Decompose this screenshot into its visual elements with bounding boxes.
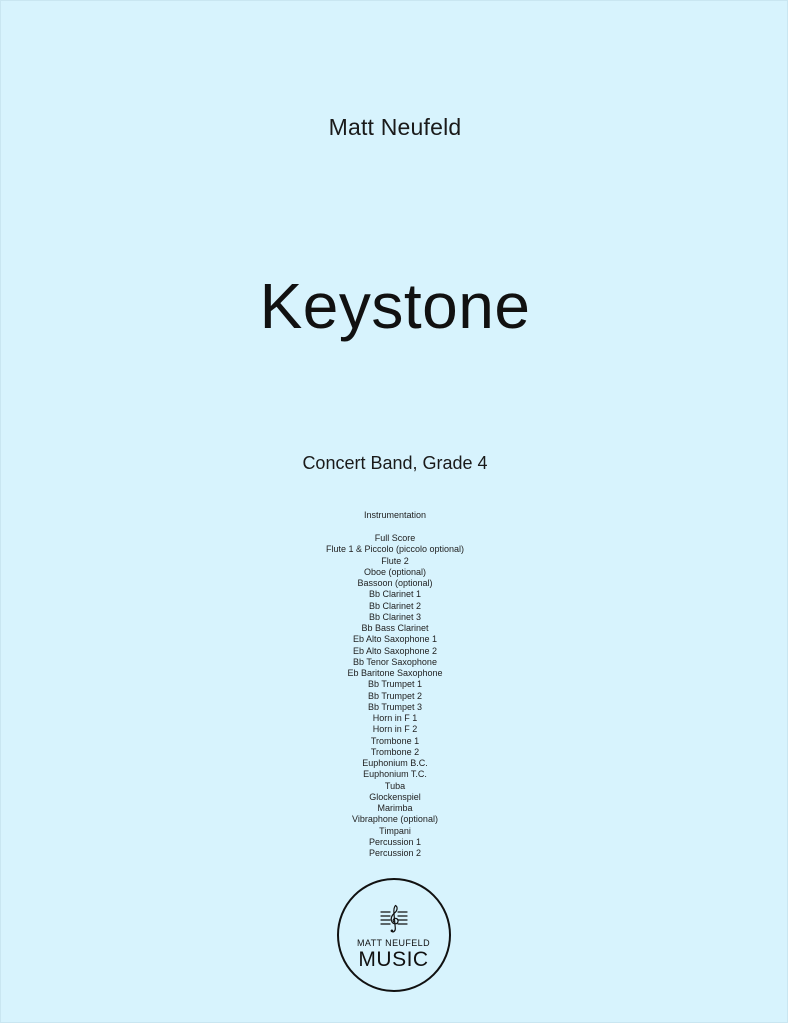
instrument-item: Eb Alto Saxophone 2 bbox=[352, 645, 438, 656]
instrument-item: Horn in F 1 bbox=[372, 713, 418, 723]
instrument-item: Oboe (optional) bbox=[363, 566, 427, 577]
instrument-item: Trombone 2 bbox=[370, 746, 420, 757]
instrument-item: Eb Alto Saxophone 1 bbox=[352, 634, 438, 645]
instrument-item: Bb Bass Clarinet bbox=[361, 623, 429, 633]
ensemble-grade: Concert Band, Grade 4 bbox=[302, 453, 488, 473]
instrument-item: Glockenspiel bbox=[369, 791, 421, 802]
instrument-item: Bassoon (optional) bbox=[357, 578, 433, 588]
instrument-item: Bb Trumpet 1 bbox=[367, 679, 423, 690]
instrument-item: Timpani bbox=[379, 825, 411, 836]
instrument-item: Full Score bbox=[374, 533, 416, 543]
logo-text-bottom: MUSIC bbox=[358, 948, 429, 971]
instrument-item: Percussion 2 bbox=[368, 848, 422, 858]
instrument-item: Trombone 1 bbox=[370, 735, 420, 746]
instrumentation-list bbox=[1, 533, 788, 859]
instrument-item: Euphonium T.C. bbox=[363, 769, 427, 780]
instrument-item: Marimba bbox=[377, 803, 413, 813]
instrument-item: Eb Baritone Saxophone bbox=[347, 668, 443, 678]
instrument-item: Vibraphone (optional) bbox=[352, 814, 438, 825]
instrument-item: Bb Clarinet 2 bbox=[368, 600, 422, 611]
publisher-logo bbox=[337, 878, 451, 992]
instrument-item: Euphonium B.C. bbox=[362, 758, 428, 768]
instrumentation-heading: Instrumentation bbox=[363, 510, 427, 520]
instrument-item: Flute 1 & Piccolo (piccolo optional) bbox=[325, 544, 465, 555]
logo-text-top: MATT NEUFELD bbox=[357, 938, 430, 948]
instrument-item: Bb Tenor Saxophone bbox=[353, 656, 437, 667]
instrument-item: Bb Trumpet 2 bbox=[367, 690, 423, 701]
instrument-item: Tuba bbox=[384, 780, 406, 791]
piece-title: Keystone bbox=[259, 270, 531, 342]
instrument-item: Flute 2 bbox=[381, 555, 409, 566]
instrument-item: Bb Clarinet 3 bbox=[368, 611, 422, 622]
instrument-item: Bb Clarinet 1 bbox=[368, 589, 422, 600]
instrument-item: Percussion 1 bbox=[368, 836, 422, 847]
treble-clef-staff-icon bbox=[379, 904, 409, 934]
composer-name: Matt Neufeld bbox=[328, 114, 462, 140]
instrument-item: Bb Trumpet 3 bbox=[367, 701, 423, 712]
instrument-item: Horn in F 2 bbox=[372, 724, 418, 735]
